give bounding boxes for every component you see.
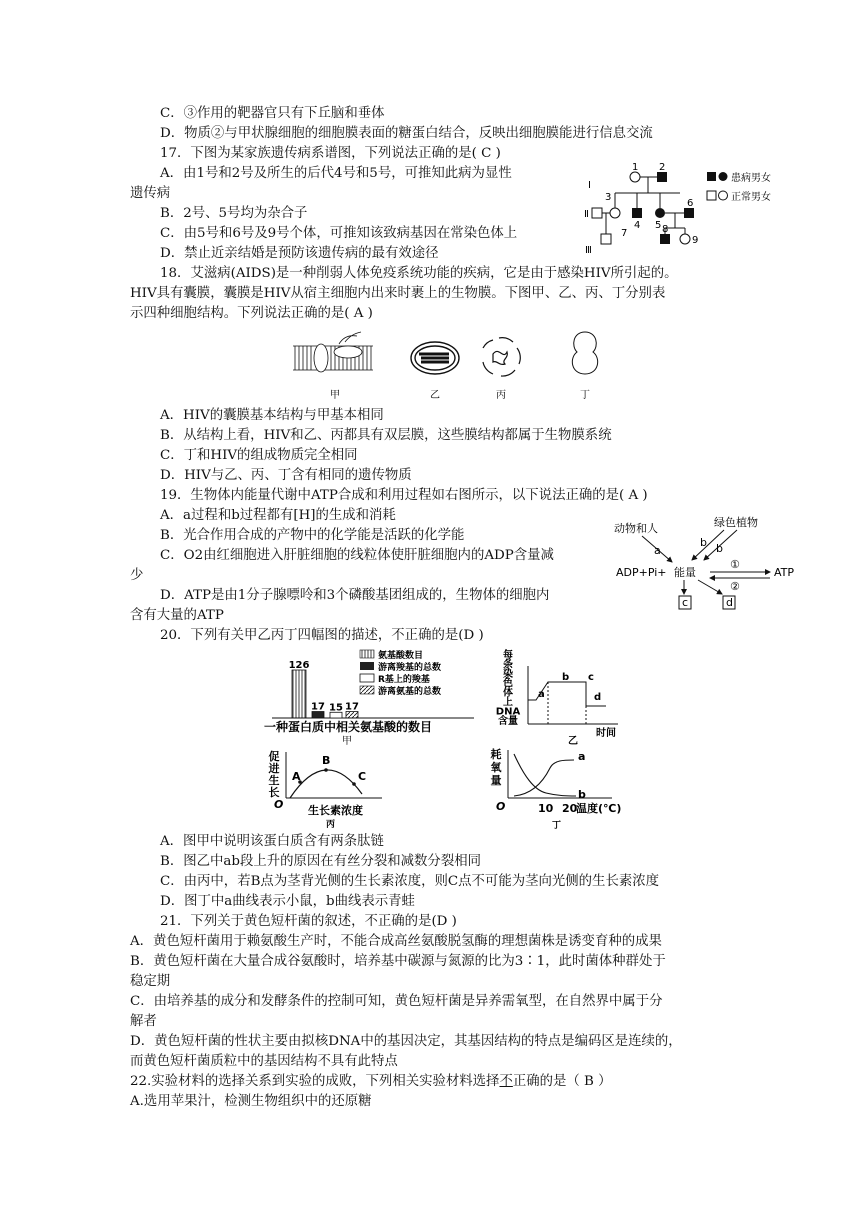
- q18-option-d: D．HIV与乙、丙、丁含有相同的遗传物质: [160, 468, 412, 483]
- atp-circle-one: ①: [730, 558, 740, 571]
- organelle-ding: [572, 332, 597, 374]
- legend-normal-label: 正常男女: [731, 192, 771, 203]
- jia-legend-swatch-2: [360, 662, 374, 670]
- yi-dashes: [548, 682, 586, 724]
- ding-ylabel-1: 耗: [490, 748, 502, 761]
- q20-option-b: B．图乙中ab段上升的原因在有丝分裂和减数分裂相同: [160, 854, 481, 869]
- ding-tick-20: 20: [562, 802, 578, 815]
- q18-option-c: C．丁和HIV的组成物质完全相同: [160, 448, 358, 463]
- q20-option-a: A．图甲中说明该蛋白质含有两条肽链: [160, 834, 384, 849]
- id-5: 5: [655, 220, 662, 231]
- gen-label-1: Ⅰ: [588, 180, 591, 191]
- legend-affected-label: 患病男女: [731, 173, 771, 184]
- q19-option-b: B．光合作用合成的产物中的化学能是活跃的化学能: [160, 528, 465, 543]
- id-4: 4: [634, 220, 641, 231]
- ding-a: a: [578, 750, 586, 763]
- jia-title: 一种蛋白质中相关氨基酸的数目: [264, 720, 433, 734]
- option-d-q16: D．物质②与甲状腺细胞的细胞膜表面的糖蛋白结合，反映出细胞膜能进行信息交流: [160, 126, 653, 141]
- jia-legend-swatch-3: [360, 674, 374, 682]
- fig-yi-dna-chart: [490, 648, 640, 747]
- q19-option-c-cont: 少: [130, 568, 144, 583]
- yi-ylabel-3: 染: [503, 668, 513, 680]
- question-18-line1: 18．艾滋病(AIDS)是一种削弱人体免疫系统功能的疾病，它是由于感染HIV所引起的。: [160, 266, 678, 281]
- atp-energy-diagram: [612, 512, 812, 616]
- bing-xlabel: 生长素浓度: [308, 804, 363, 817]
- yi-ylabel-2: 条: [503, 659, 513, 671]
- atp-b: b: [700, 536, 707, 549]
- question-21: 21．下列关于黄色短杆菌的叙述，不正确的是(D ): [160, 914, 457, 929]
- q17-option-b: B．2号、5号均为杂合子: [160, 206, 308, 221]
- yi-caption: 乙: [568, 736, 578, 747]
- q17-option-a-cont: 遗传病: [130, 186, 171, 201]
- yi-xlabel: 时间: [596, 728, 616, 739]
- bing-caption: 丙: [326, 820, 336, 830]
- legend-affected-female: [719, 172, 728, 181]
- membrane-jia: [293, 332, 373, 372]
- ding-ylabel-2: 氧: [490, 761, 502, 774]
- id-3: 3: [605, 192, 612, 203]
- id-7: 7: [621, 228, 628, 239]
- q21-option-a: A．黄色短杆菌用于赖氨酸生产时，不能合成高丝氨酸脱氢酶的理想菌株是诱变育种的成果: [130, 934, 662, 949]
- atp-c: c: [682, 596, 689, 609]
- bar-value-label-3: 15: [329, 702, 343, 714]
- q20-option-d: D．图丁中a曲线表示小鼠，b曲线表示青蛙: [160, 894, 415, 909]
- bing-point-b: [324, 768, 328, 772]
- legend-normal-female: [719, 191, 728, 200]
- question-18-line3: 示四种细胞结构。下列说法正确的是( A ): [130, 306, 373, 321]
- individual-7: [601, 234, 611, 244]
- bing-A: A: [292, 770, 301, 783]
- yi-d: d: [594, 692, 602, 703]
- label-yi: 乙: [430, 390, 440, 401]
- question-19: 19．生物体内能量代谢中ATP合成和利用过程如右图所示，以下说法正确的是( A ): [160, 488, 648, 503]
- fig-bing-auxin-chart: [264, 748, 414, 828]
- q18-option-b: B．从结构上看，HIV和乙、丙都具有双层膜，这些膜结构都属于生物膜系统: [160, 428, 612, 443]
- q22-underlined-word: 不: [499, 1074, 513, 1089]
- legend-normal-male: [707, 191, 716, 200]
- q18-option-a: A．HIV的囊膜基本结构与甲基本相同: [160, 408, 384, 423]
- bing-point-c: [352, 782, 356, 786]
- ding-caption: 丁: [552, 821, 562, 831]
- cell-structures-figure: [285, 326, 625, 406]
- q19-option-c: C．O2由红细胞进入肝脏细胞的线粒体使肝脏细胞内的ADP含量减: [160, 548, 554, 563]
- jia-legend-4: 游离氨基的总数: [378, 687, 442, 697]
- organelle-bing: [483, 338, 520, 376]
- q22-text-pre: 22.实验材料的选择关系到实验的成败，下列相关实验材料选择: [130, 1074, 500, 1089]
- ding-curve-a: [514, 760, 574, 796]
- bar-value-label-2: 17: [311, 701, 325, 713]
- option-c-q16: C．③作用的靶器官只有下丘脑和垂体: [160, 106, 385, 121]
- yi-ylabel-1: 每: [503, 650, 513, 661]
- jia-legend-swatch-4: [360, 686, 374, 694]
- question-20: 20．下列有关甲乙丙丁四幅图的描述，不正确的是(D ): [160, 628, 484, 643]
- jia-legend-swatch-1: [360, 650, 374, 658]
- fig-jia-bar-chart: [262, 648, 482, 747]
- q21-option-d-cont: 而黄色短杆菌质粒中的基因结构不具有此特点: [130, 1054, 398, 1069]
- yi-ylabel-7: DNA: [495, 706, 521, 718]
- individual-2: [657, 172, 667, 182]
- id-9: 9: [692, 235, 699, 246]
- yi-ylabel-6: 上: [503, 697, 513, 708]
- q21-option-b-cont: 稳定期: [130, 974, 171, 989]
- bing-ylabel-3: 生: [268, 774, 280, 787]
- q22-option-a: A.选用苹果汁，检测生物组织中的还原糖: [130, 1094, 372, 1109]
- q22-text-post: 正确的是（ B ）: [512, 1074, 612, 1089]
- individual-9: [680, 234, 690, 244]
- bar-value-label-4: 17: [345, 701, 359, 713]
- gen-label-3: Ⅲ: [585, 245, 592, 256]
- atp-plants-label: 绿色植物: [714, 516, 758, 529]
- id-6: 6: [687, 198, 694, 209]
- ding-origin: O: [496, 800, 506, 813]
- ding-ylabel-3: 量: [490, 774, 502, 787]
- ding-b: b: [578, 788, 586, 801]
- ding-xlabel: 温度(℃): [576, 802, 622, 815]
- bar-1: [292, 670, 306, 718]
- yi-ylabel-4: 色: [503, 678, 513, 690]
- id-1: 1: [632, 162, 639, 173]
- bing-origin: O: [274, 798, 284, 811]
- organelle-yi: [411, 342, 459, 374]
- jia-caption: 甲: [342, 736, 352, 747]
- q17-option-d: D．禁止近亲结婚是预防该遗传病的最有效途径: [160, 246, 439, 261]
- bing-ylabel-2: 进: [268, 762, 280, 775]
- atp-right: ATP: [774, 566, 795, 579]
- q20-option-c: C．由丙中，若B点为茎背光侧的生长素浓度，则C点不可能为茎向光侧的生长素浓度: [160, 874, 660, 889]
- atp-b-2: b: [716, 542, 723, 555]
- individual-3: [592, 208, 602, 218]
- yi-b: b: [562, 672, 570, 683]
- ding-tick-10: 10: [538, 802, 554, 815]
- q21-option-d: D．黄色短杆菌的性状主要由拟核DNA中的基因决定，其基因结构的特点是编码区是连续的，: [130, 1034, 682, 1049]
- id-8: 8: [662, 224, 669, 235]
- bing-ylabel-1: 促: [268, 750, 280, 763]
- legend-affected-male: [707, 172, 716, 181]
- question-17: 17．下图为某家族遗传病系谱图，下列说法正确的是( C ): [160, 146, 501, 161]
- yi-ylabel-8: 含量: [498, 715, 518, 727]
- jia-legend-3: R基上的羧基: [378, 675, 430, 685]
- atp-left: ADP+Pi+: [616, 566, 667, 579]
- atp-a: a: [654, 544, 661, 557]
- individual-3-spouse: [610, 208, 620, 218]
- atp-animals-label: 动物和人: [614, 522, 658, 535]
- q19-option-d-cont: 含有大量的ATP: [130, 608, 224, 623]
- question-22: [130, 1072, 612, 1092]
- label-jia: 甲: [330, 390, 340, 401]
- q19-option-a: A．a过程和b过程都有[H]的生成和消耗: [160, 508, 396, 523]
- jia-legend-2: 游离羧基的总数: [378, 663, 442, 673]
- yi-c: c: [588, 672, 594, 683]
- individual-1: [630, 172, 640, 182]
- atp-circle-two: ②: [730, 580, 740, 593]
- yi-a: a: [538, 689, 545, 700]
- q17-option-c: C．由5号和6号及9号个体，可推知该致病基因在常染色体上: [160, 226, 518, 241]
- jia-legend-1: 氨基酸数目: [378, 651, 424, 661]
- q21-option-c: C．由培养基的成分和发酵条件的控制可知，黄色短杆菌是异养需氧型，在自然界中属于分: [130, 994, 663, 1009]
- atp-energy: 能量: [674, 566, 696, 579]
- individual-6: [684, 208, 694, 218]
- gen-label-2: Ⅱ: [584, 209, 589, 220]
- question-18-line2: HIV具有囊膜，囊膜是HIV从宿主细胞内出来时裹上的生物膜。下图甲、乙、丙、丁分别表: [130, 286, 666, 301]
- individual-4: [632, 208, 642, 218]
- individual-5: [655, 208, 665, 218]
- q21-option-c-cont: 解者: [130, 1014, 157, 1029]
- id-2: 2: [659, 162, 666, 173]
- q19-option-d: D．ATP是由1分子腺嘌呤和3个磷酸基团组成的，生物体的细胞内: [160, 588, 550, 603]
- bar-value-label-1: 126: [288, 660, 310, 671]
- q17-option-a: A．由1号和2号及所生的后代4号和5号，可推知此病为显性: [160, 166, 512, 181]
- q21-option-b: B．黄色短杆菌在大量合成谷氨酸时，培养基中碳源与氮源的比为3∶1，此时菌体种群处于: [130, 954, 666, 969]
- individual-8: [660, 234, 670, 244]
- fig-ding-oxygen-chart: [484, 746, 644, 832]
- bing-B: B: [322, 754, 331, 767]
- atp-d: d: [726, 596, 733, 609]
- bing-curve: [290, 770, 362, 798]
- bing-ylabel-4: 长: [268, 786, 280, 799]
- label-ding: 丁: [580, 390, 590, 401]
- label-bing: 丙: [496, 390, 506, 401]
- pedigree-chart: [584, 162, 815, 258]
- yi-ylabel-5: 体: [503, 687, 513, 699]
- bing-C: C: [358, 770, 367, 783]
